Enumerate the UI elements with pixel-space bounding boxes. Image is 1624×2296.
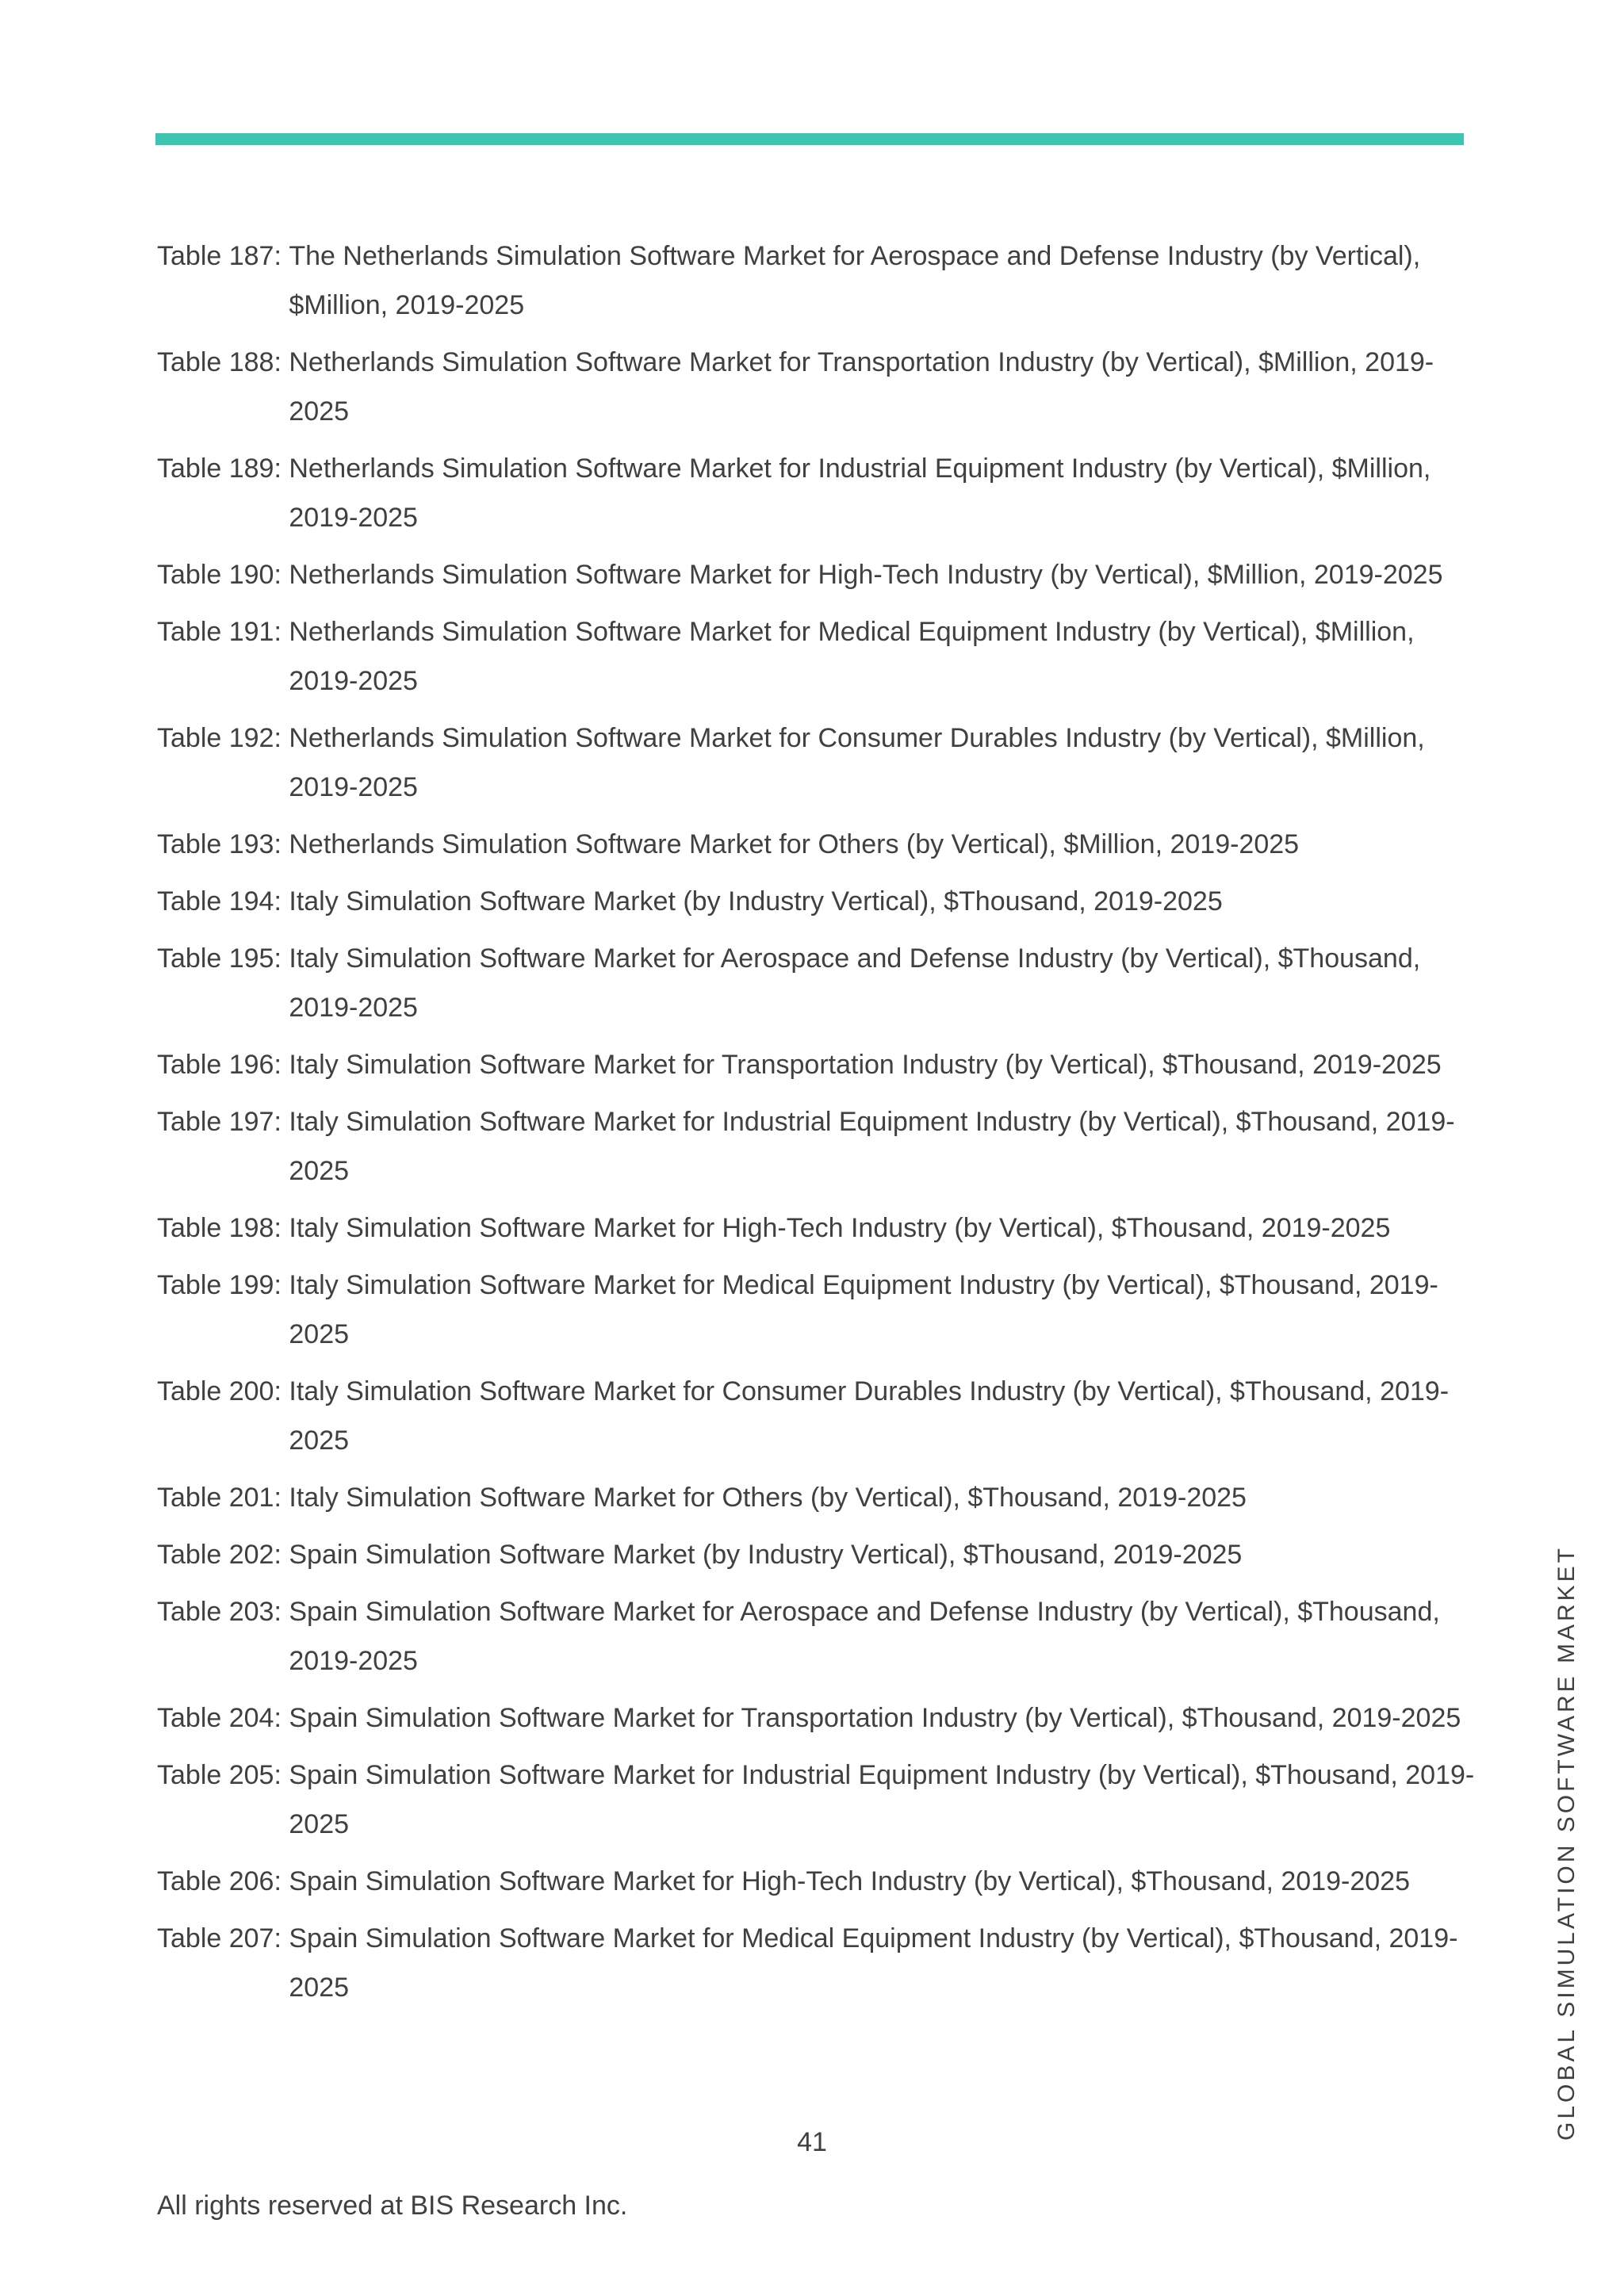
toc-entry-separator: :	[274, 886, 289, 916]
toc-entry-title: Italy Simulation Software Market (by Industry Vertical), $Thousand, 2019-2025	[289, 886, 1223, 916]
toc-entry-title: Italy Simulation Software Market for High-Tech Industry (by Vertical), $Thousand, 2019-2025	[289, 1213, 1391, 1243]
toc-entry-number: Table 204	[157, 1703, 274, 1733]
toc-entry-number: Table 192	[157, 723, 274, 753]
toc-entry-separator: :	[274, 241, 289, 271]
toc-entry-title: Netherlands Simulation Software Market for Others (by Vertical), $Million, 2019-2025	[289, 829, 1300, 859]
header-rule	[155, 133, 1464, 145]
toc-entry-separator: :	[274, 1703, 289, 1733]
page-number: 41	[797, 2127, 827, 2157]
toc-entry-number: Table 196	[157, 1050, 274, 1080]
toc-entry[interactable]	[157, 1693, 1489, 1743]
toc-entry-separator: :	[274, 1866, 289, 1896]
toc-entry-separator: :	[274, 1483, 289, 1513]
toc-entry[interactable]	[157, 1097, 1489, 1196]
toc-entry-separator: :	[274, 1270, 289, 1300]
toc-entry-number: Table 194	[157, 886, 274, 916]
toc-entry-number: Table 201	[157, 1483, 274, 1513]
toc-entry-separator: :	[274, 453, 289, 484]
toc-entry[interactable]	[157, 444, 1489, 542]
toc-entry[interactable]	[157, 1040, 1489, 1089]
toc-entry-separator: :	[274, 1050, 289, 1080]
toc-entry-title: Spain Simulation Software Market for Aerospace and Defense Industry (by Vertical), $Thousand, 2019-2025	[289, 1597, 1440, 1676]
toc-entry[interactable]	[157, 1530, 1489, 1579]
toc-entry-separator: :	[274, 617, 289, 647]
footer-copyright: All rights reserved at BIS Research Inc.	[157, 2191, 628, 2221]
list-of-tables	[157, 232, 1489, 2020]
toc-entry-separator: :	[274, 943, 289, 974]
toc-entry-separator: :	[274, 1376, 289, 1406]
toc-entry[interactable]	[157, 1367, 1489, 1465]
toc-entry-number: Table 206	[157, 1866, 274, 1896]
toc-entry-number: Table 200	[157, 1376, 274, 1406]
toc-entry-separator: :	[274, 560, 289, 590]
toc-entry-separator: :	[274, 1107, 289, 1137]
toc-entry-separator: :	[274, 1760, 289, 1790]
toc-entry-number: Table 195	[157, 943, 274, 974]
toc-entry-separator: :	[274, 723, 289, 753]
toc-entry-title: Italy Simulation Software Market for Transportation Industry (by Vertical), $Thousand, 2019-2025	[289, 1050, 1442, 1080]
toc-entry[interactable]	[157, 1473, 1489, 1522]
toc-entry-separator: :	[274, 829, 289, 859]
toc-entry-number: Table 199	[157, 1270, 274, 1300]
toc-entry-title: Spain Simulation Software Market for High-Tech Industry (by Vertical), $Thousand, 2019-2025	[289, 1866, 1410, 1896]
toc-entry-separator: :	[274, 347, 289, 377]
toc-entry-number: Table 187	[157, 241, 274, 271]
toc-entry-title: Italy Simulation Software Market for Others (by Vertical), $Thousand, 2019-2025	[289, 1483, 1247, 1513]
toc-entry-title: Spain Simulation Software Market for Industrial Equipment Industry (by Vertical), $Thousand, 2019-2025	[289, 1760, 1475, 1839]
toc-entry-title: Spain Simulation Software Market (by Industry Vertical), $Thousand, 2019-2025	[289, 1540, 1243, 1570]
toc-entry-title: Spain Simulation Software Market for Medical Equipment Industry (by Vertical), $Thousand, 2019-2025	[289, 1923, 1458, 2003]
toc-entry[interactable]	[157, 338, 1489, 436]
toc-entry-number: Table 202	[157, 1540, 274, 1570]
toc-entry-title: Netherlands Simulation Software Market for Medical Equipment Industry (by Vertical), $Million, 2019-2025	[289, 617, 1415, 696]
toc-entry[interactable]	[157, 1203, 1489, 1253]
toc-entry-title: Netherlands Simulation Software Market for Consumer Durables Industry (by Vertical), $Million, 2019-2025	[289, 723, 1425, 802]
toc-entry-title: Netherlands Simulation Software Market for Transportation Industry (by Vertical), $Million, 2019-2025	[289, 347, 1434, 427]
toc-entry-number: Table 198	[157, 1213, 274, 1243]
toc-entry-separator: :	[274, 1923, 289, 1954]
toc-entry-number: Table 188	[157, 347, 274, 377]
toc-entry-title: The Netherlands Simulation Software Market for Aerospace and Defense Industry (by Vertical), $Million, 2019-2025	[289, 241, 1421, 320]
toc-entry-number: Table 189	[157, 453, 274, 484]
toc-entry[interactable]	[157, 714, 1489, 812]
toc-entry[interactable]	[157, 877, 1489, 926]
toc-entry-title: Spain Simulation Software Market for Transportation Industry (by Vertical), $Thousand, 2019-2025	[289, 1703, 1461, 1733]
toc-entry-title: Italy Simulation Software Market for Industrial Equipment Industry (by Vertical), $Thousand, 2019-2025	[289, 1107, 1455, 1186]
toc-entry[interactable]	[157, 820, 1489, 869]
toc-entry-number: Table 205	[157, 1760, 274, 1790]
side-running-title: GLOBAL SIMULATION SOFTWARE MARKET	[1553, 1545, 1580, 2141]
toc-entry-title: Netherlands Simulation Software Market for High-Tech Industry (by Vertical), $Million, 2019-2025	[289, 560, 1443, 590]
toc-entry-separator: :	[274, 1540, 289, 1570]
toc-entry-number: Table 207	[157, 1923, 274, 1954]
toc-entry[interactable]	[157, 934, 1489, 1032]
toc-entry-number: Table 197	[157, 1107, 274, 1137]
toc-entry[interactable]	[157, 1261, 1489, 1359]
toc-entry[interactable]	[157, 550, 1489, 599]
toc-entry-title: Italy Simulation Software Market for Consumer Durables Industry (by Vertical), $Thousand, 2019-2025	[289, 1376, 1450, 1456]
toc-entry-separator: :	[274, 1213, 289, 1243]
toc-entry[interactable]	[157, 1751, 1489, 1849]
toc-entry-number: Table 190	[157, 560, 274, 590]
toc-entry[interactable]	[157, 1914, 1489, 2012]
toc-entry[interactable]	[157, 232, 1489, 330]
toc-entry-number: Table 191	[157, 617, 274, 647]
toc-entry-title: Italy Simulation Software Market for Aerospace and Defense Industry (by Vertical), $Thousand, 2019-2025	[289, 943, 1421, 1023]
toc-entry-separator: :	[274, 1597, 289, 1627]
toc-entry[interactable]	[157, 1857, 1489, 1906]
toc-entry[interactable]	[157, 607, 1489, 706]
toc-entry-title: Italy Simulation Software Market for Medical Equipment Industry (by Vertical), $Thousand, 2019-2025	[289, 1270, 1438, 1349]
toc-entry-number: Table 193	[157, 829, 274, 859]
toc-entry-number: Table 203	[157, 1597, 274, 1627]
toc-entry-title: Netherlands Simulation Software Market for Industrial Equipment Industry (by Vertical), $Million, 2019-2025	[289, 453, 1431, 533]
toc-entry[interactable]	[157, 1587, 1489, 1686]
